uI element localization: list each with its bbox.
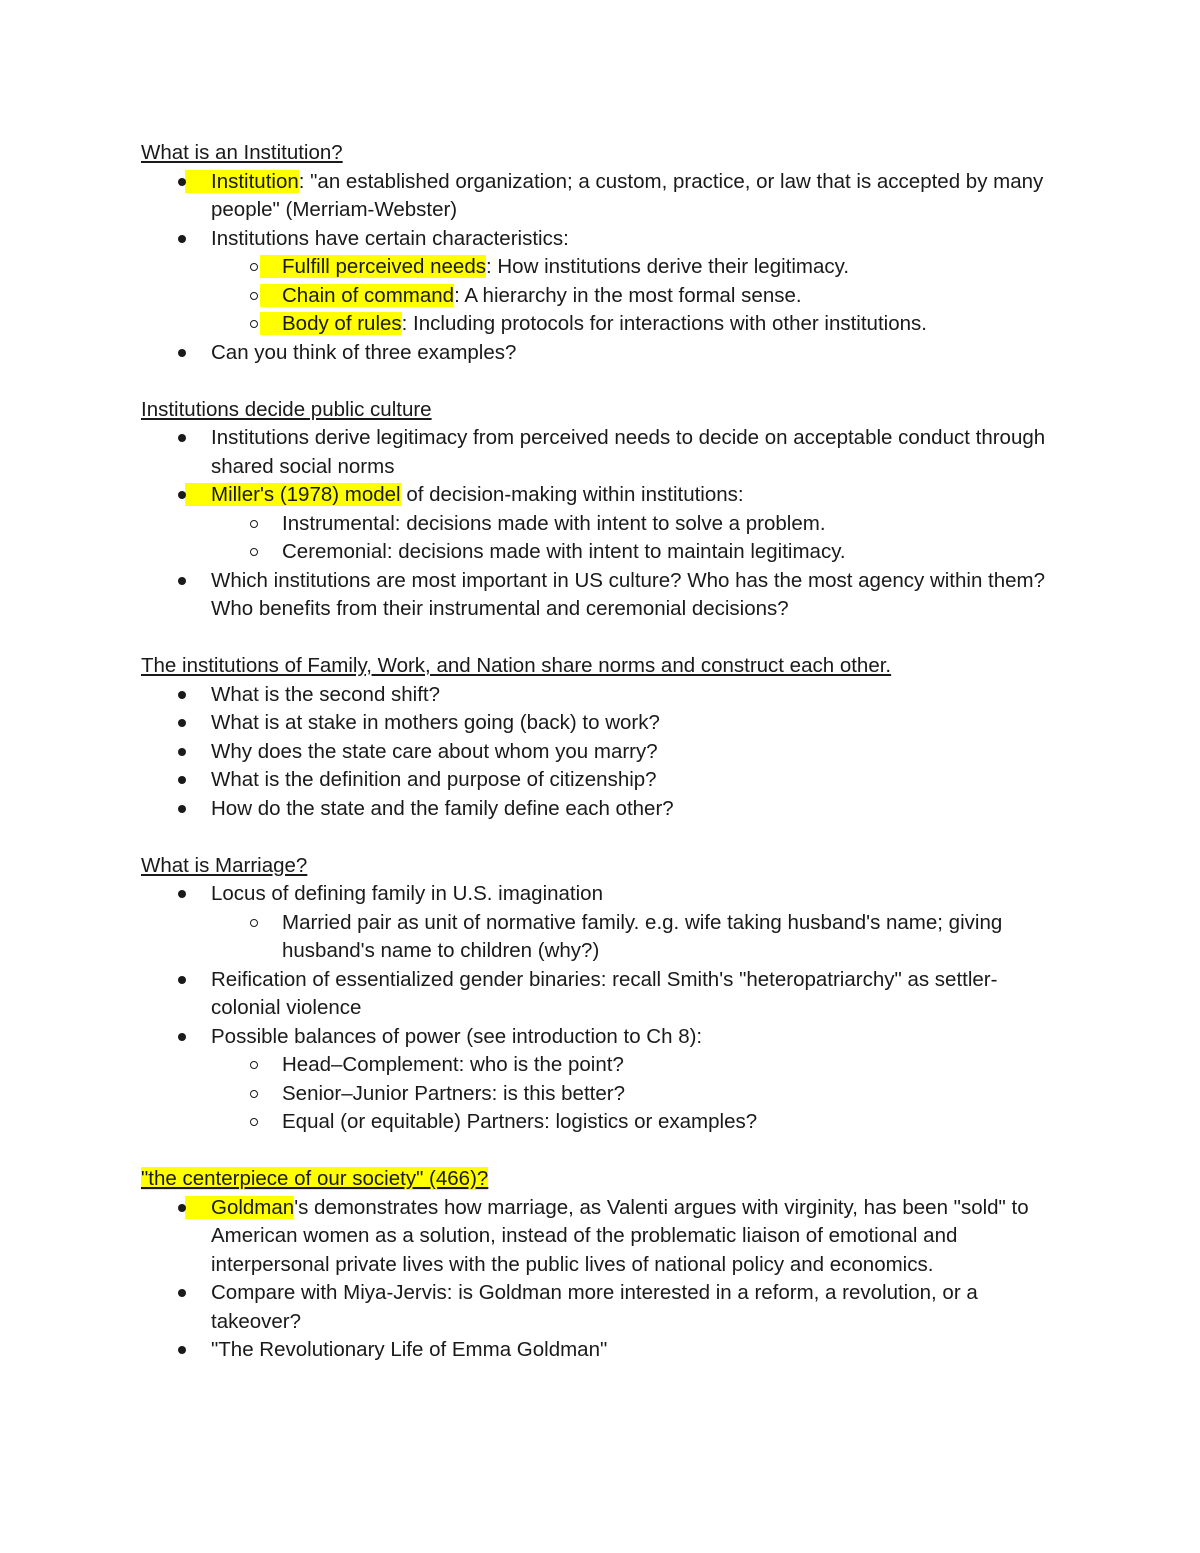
list-item-text: Possible balances of power (see introduction to Ch 8): [211, 1024, 703, 1048]
bullet-icon [178, 349, 186, 357]
hollow-bullet-icon [250, 520, 258, 528]
list-item [141, 339, 1061, 368]
list-item [141, 424, 1061, 481]
hollow-bullet-icon [250, 320, 258, 328]
section-family-work-nation [141, 652, 1061, 823]
sub-list-item [141, 253, 1061, 282]
bullet-icon [178, 491, 186, 499]
hollow-bullet-icon [250, 1061, 258, 1069]
bullet-icon [178, 1346, 186, 1354]
section-heading: What is an Institution? [141, 141, 343, 164]
list-item [141, 481, 1061, 567]
bullet-icon [178, 235, 186, 243]
sub-list-item [141, 909, 1061, 966]
list-item-text: Instrumental: decisions made with intent to solve a problem. [282, 511, 826, 535]
list-item-text: Senior–Junior Partners: is this better? [282, 1081, 625, 1105]
hollow-bullet-icon [250, 1090, 258, 1098]
section-heading: The institutions of Family, Work, and Nation share norms and construct each other. [141, 654, 892, 677]
list-item-text: What is the definition and purpose of citizenship? [211, 768, 657, 791]
bullet-icon [178, 1289, 186, 1297]
highlighted-term: Miller's (1978) model [185, 483, 401, 506]
bullet-icon [178, 976, 186, 984]
section-heading: What is Marriage? [141, 853, 308, 877]
list-item-text: Can you think of three examples? [211, 340, 517, 364]
hollow-bullet-icon [250, 919, 258, 927]
list-item-text: Married pair as unit of normative family. e.g. wife taking husband's name; giving husband's name to children (why?) [282, 910, 1003, 962]
list-item-text: How do the state and the family define each other? [211, 796, 674, 820]
list-item-text: : Including protocols for interactions with other institutions. [401, 312, 927, 335]
list-item-text: Why does the state care about whom you marry? [211, 739, 658, 763]
bullet-icon [178, 890, 186, 898]
bullet-icon [178, 776, 186, 784]
highlighted-term: Chain of command [260, 284, 454, 307]
list-item [141, 225, 1061, 339]
hollow-bullet-icon [250, 1118, 258, 1126]
list-item [141, 709, 1061, 738]
bullet-icon [178, 178, 186, 186]
list-item-text: "The Revolutionary Life of Emma Goldman" [211, 1338, 608, 1361]
bullet-icon [178, 805, 186, 813]
list-item [141, 766, 1061, 795]
section-institution [141, 139, 1061, 367]
sub-list-item [141, 1108, 1061, 1137]
list-item [141, 880, 1061, 966]
highlighted-term: Goldman [185, 1196, 294, 1219]
list-item [141, 567, 1061, 624]
list-item-text: Reification of essentialized gender binaries: recall Smith's "heteropatriarchy" as settler-colonial violence [211, 967, 998, 1019]
section-heading: Institutions decide public culture [141, 397, 432, 421]
section-marriage [141, 852, 1061, 1137]
list-item-text: of decision-making within institutions: [400, 483, 744, 506]
hollow-bullet-icon [250, 292, 258, 300]
sub-list-item [141, 1051, 1061, 1080]
section-heading [141, 1165, 1061, 1194]
section-centerpiece [141, 1165, 1061, 1365]
bullet-icon [178, 748, 186, 756]
list-item [141, 1336, 1061, 1365]
section-public-culture [141, 396, 1061, 624]
highlighted-term: Institution [185, 170, 299, 193]
bullet-icon [178, 577, 186, 585]
list-item-text: Compare with Miya-Jervis: is Goldman more interested in a reform, a revolution, or a takeover? [211, 1281, 978, 1333]
list-item [141, 1194, 1061, 1280]
list-item-text: What is the second shift? [211, 682, 441, 706]
list-item [141, 966, 1061, 1023]
list-item [141, 795, 1061, 824]
list-item-text: What is at stake in mothers going (back) to work? [211, 711, 660, 734]
list-item-text: 's demonstrates how marriage, as Valenti argues with virginity, has been "sold" to American women as a solution, instead of the problematic liaison of emotional and interpersonal private lives with the public lives of national policy and economics. [211, 1195, 1029, 1276]
document-content [141, 139, 1061, 1365]
list-item-text: Head–Complement: who is the point? [282, 1053, 624, 1076]
bullet-icon [178, 719, 186, 727]
list-item [141, 1023, 1061, 1137]
bullet-icon [178, 691, 186, 699]
list-item-text: : "an established organization; a custom, practice, or law that is accepted by many people" (Merriam-Webster) [211, 169, 1044, 221]
sub-list-item [141, 310, 1061, 339]
list-item-text: Institutions have certain characteristics: [211, 226, 569, 250]
highlighted-term: Fulfill perceived needs [260, 255, 486, 278]
bullet-icon [178, 1033, 186, 1041]
highlighted-heading-text: "the centerpiece of our society" (466)? [141, 1167, 489, 1190]
hollow-bullet-icon [250, 548, 258, 556]
list-item-text: Locus of defining family in U.S. imagination [211, 882, 603, 905]
list-item-text: Ceremonial: decisions made with intent to maintain legitimacy. [282, 540, 846, 563]
list-item-text: : A hierarchy in the most formal sense. [454, 283, 802, 307]
list-item [141, 738, 1061, 767]
list-item-text: : How institutions derive their legitimacy. [485, 255, 850, 278]
sub-list-item [141, 538, 1061, 567]
list-item-text: Institutions derive legitimacy from perceived needs to decide on acceptable conduct through shared social norms [211, 426, 1046, 478]
sub-list-item [141, 1080, 1061, 1109]
hollow-bullet-icon [250, 263, 258, 271]
highlighted-term: Body of rules [260, 312, 402, 335]
list-item [141, 168, 1061, 225]
sub-list-item [141, 510, 1061, 539]
list-item-text: Which institutions are most important in US culture? Who has the most agency within them? Who benefits from their instrumental and ceremonial decisions? [211, 568, 1046, 620]
list-item-text: Equal (or equitable) Partners: logistics or examples? [282, 1110, 758, 1133]
list-item [141, 681, 1061, 710]
bullet-icon [178, 434, 186, 442]
list-item [141, 1279, 1061, 1336]
sub-list-item [141, 282, 1061, 311]
bullet-icon [178, 1204, 186, 1212]
